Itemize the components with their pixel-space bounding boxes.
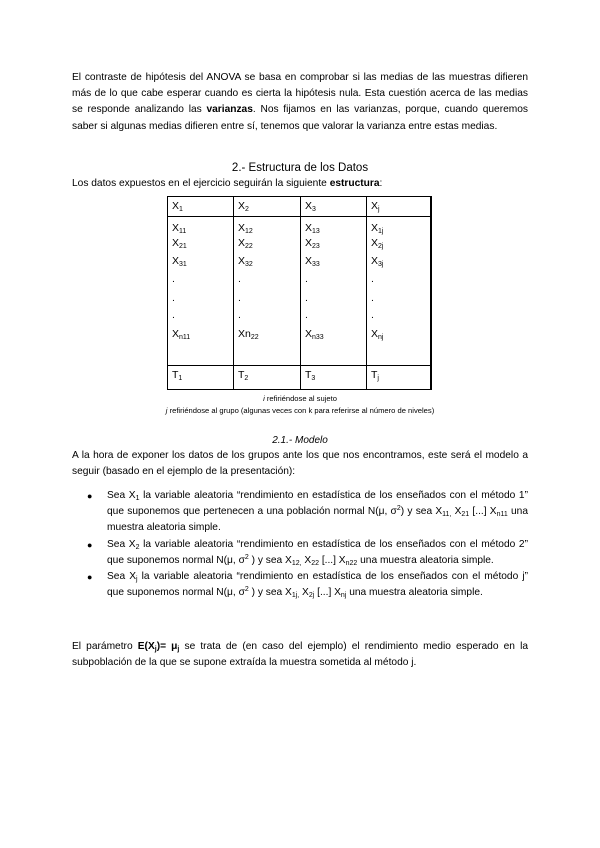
subscript: 22	[311, 559, 319, 567]
cell-subscript: 2j	[378, 243, 384, 250]
note-j-symbol: j	[165, 405, 168, 415]
cell-subscript: 31	[179, 261, 187, 268]
cell-base: X	[238, 237, 246, 249]
subsection-title: 2.1.- Modelo	[272, 435, 328, 446]
bullet-icon: ●	[87, 539, 93, 550]
subscript: 11,	[442, 511, 452, 519]
section-2-lead-text: Los datos expuestos en el ejercicio seguirán la siguiente	[72, 178, 330, 189]
bullet-text: una muestra aleatoria simple.	[107, 506, 528, 534]
table-cell	[305, 222, 320, 234]
table-header-divider	[168, 216, 431, 217]
cell-base: .	[305, 273, 308, 285]
table-cell	[371, 222, 383, 234]
table-total-cell	[371, 369, 379, 381]
superscript: 2	[244, 586, 249, 594]
bullet-list	[72, 488, 528, 601]
cell-base: .	[172, 273, 175, 285]
cell-base: X	[172, 200, 180, 212]
cell-subscript: 32	[245, 261, 253, 268]
cell-base: .	[371, 309, 374, 321]
cell-base: .	[371, 292, 374, 304]
section-2-lead-bold: estructura	[329, 178, 380, 189]
section-2-lead	[72, 176, 528, 192]
table-cell	[371, 237, 383, 249]
cell-subscript: 1	[178, 375, 183, 382]
cell-base: X	[305, 237, 313, 249]
note-j-text: refiriéndose al grupo (algunas veces con k para referirse al número de niveles)	[167, 405, 435, 415]
cell-base: T	[238, 369, 245, 381]
bullet-text: X	[299, 587, 309, 599]
cell-subscript: 11	[179, 228, 187, 235]
table-cell	[172, 222, 186, 234]
table-cell	[238, 222, 253, 234]
cell-subscript: 23	[312, 243, 320, 250]
table-cell	[172, 309, 175, 321]
cell-subscript: 33	[312, 261, 320, 268]
table-cell	[238, 237, 253, 249]
cell-base: T	[371, 369, 378, 381]
bullet-text: Sea X	[107, 490, 136, 501]
intro-text-1: El contraste de hipótesis del ANOVA se basa en comprobar si las medias de las muestras difieren más de lo que cabe esperar cuando es cierta la hipótesis nula. Esta cuestión acerca de las medias se responde analizando las	[72, 72, 528, 116]
subscript: nj	[340, 592, 347, 600]
table-notes	[0, 393, 600, 416]
superscript: 2	[244, 553, 249, 561]
table-header-cell	[172, 200, 183, 212]
bullet-text: X	[451, 506, 462, 518]
cell-subscript: 2	[245, 206, 249, 213]
cell-base: X	[172, 328, 180, 340]
table-cell	[238, 292, 241, 304]
cell-subscript: 2	[244, 375, 249, 382]
cell-base: X	[371, 222, 379, 234]
cell-subscript: 1	[179, 206, 183, 213]
bullet-text: [...] X	[469, 506, 497, 518]
subscript: n22	[345, 559, 358, 567]
table-cell	[305, 237, 320, 249]
cell-base: .	[238, 292, 241, 304]
note-i	[0, 393, 600, 405]
cell-base: X	[371, 328, 379, 340]
intro-bold-varianzas: varianzas	[206, 104, 253, 116]
table-cell	[238, 309, 241, 321]
bullet-text: una muestra aleatoria simple.	[357, 554, 494, 566]
bullet-text: la variable aleatoria “rendimiento en estadística de los enseñados con el método 2” que suponemos normal N(μ, σ	[107, 538, 528, 566]
bullet-text: [...] X	[318, 554, 346, 566]
subscript: j	[154, 646, 157, 653]
cell-base: X	[172, 222, 180, 234]
cell-subscript: 22	[245, 243, 253, 250]
bullet-icon: ●	[87, 491, 93, 501]
table-cell	[305, 328, 324, 340]
table-cell	[172, 237, 187, 249]
param-bold-expectation	[138, 641, 180, 652]
parameter-paragraph	[72, 639, 528, 671]
bullet-text: X	[301, 554, 312, 566]
table-cell	[172, 328, 190, 340]
cell-base: T	[172, 369, 179, 381]
cell-base: Xn	[238, 328, 251, 340]
intro-text-2: . Nos fijamos en las varianzas, porque, cuando queremos saber si algunas medias difieren entre sí, tenemos que valorar la varianza entre estas medias.	[72, 104, 528, 132]
model-lead-paragraph: A la hora de exponer los datos de los grupos ante los que nos encontramos, este será el modelo a seguir (basado en el ejemplo de la presentación):	[72, 450, 528, 478]
cell-base: X	[305, 328, 313, 340]
bullet-text: Sea X	[107, 571, 136, 583]
subscript: 21	[461, 511, 470, 519]
cell-base: X	[305, 200, 313, 212]
cell-base: X	[238, 200, 246, 212]
cell-base: X	[305, 255, 313, 267]
note-i-symbol: i	[263, 394, 265, 403]
subscript: 12,	[291, 559, 302, 567]
param-text: El parámetro	[72, 641, 138, 652]
cell-subscript: j	[378, 206, 380, 213]
cell-base: .	[371, 273, 374, 285]
table-cell	[172, 255, 187, 267]
cell-subscript: 12	[245, 228, 253, 235]
cell-base: .	[172, 292, 175, 304]
cell-base: X	[371, 255, 379, 267]
table-cell	[371, 292, 374, 304]
section-2-title: 2.- Estructura de los Datos	[231, 162, 369, 174]
table-cell	[305, 292, 308, 304]
table-total-cell	[305, 369, 315, 381]
cell-subscript: nj	[378, 334, 384, 341]
cell-base: X	[305, 222, 313, 234]
subscript: 1	[135, 495, 140, 502]
bullet-text: ) y sea X	[248, 587, 292, 599]
cell-base: .	[238, 309, 241, 321]
bullet-text: Sea X	[107, 538, 136, 550]
table-header-cell	[371, 200, 380, 212]
table-cell	[172, 292, 175, 304]
cell-subscript: 3	[312, 206, 316, 213]
cell-base: X	[172, 255, 180, 267]
section-2-lead-colon: :	[379, 178, 383, 189]
list-item	[72, 488, 528, 537]
table-cell	[305, 273, 308, 285]
list-item	[72, 569, 528, 601]
list-item	[72, 537, 528, 569]
note-j	[0, 405, 600, 417]
cell-subscript: 13	[312, 228, 320, 235]
cell-subscript: n11	[179, 334, 191, 341]
subscript: j	[136, 576, 138, 584]
table-total-cell	[238, 369, 248, 381]
table-cell	[305, 255, 320, 267]
param-text: se trata de (en caso del ejemplo) el rendimiento medio esperado en la subpoblación de la que se supone extraída la muestra sometida al método j.	[72, 641, 529, 669]
table-header-cell	[238, 200, 249, 212]
cell-subscript: n33	[312, 334, 324, 341]
bullet-text: ) y sea X	[248, 554, 292, 566]
subscript: 1j,	[291, 592, 300, 600]
bullet-text: la variable aleatoria “rendimiento en estadística de los enseñados con el método j” que suponemos normal N(μ, σ	[107, 571, 528, 599]
cell-subscript: 22	[250, 334, 259, 341]
subscript: j	[177, 646, 180, 653]
cell-subscript: j	[377, 375, 379, 382]
cell-base: .	[238, 273, 241, 285]
bullet-text: la variable aleatoria “rendimiento en estadística de los enseñados con el método 1” que suponemos que pertenecen a una población normal N(μ, σ	[107, 490, 528, 518]
subscript: n11	[496, 511, 508, 519]
subscript: 2	[135, 543, 140, 551]
cell-base: X	[371, 237, 379, 249]
note-i-text: refiriéndose al sujeto	[264, 394, 337, 403]
table-cell	[371, 328, 383, 340]
table-header-cell	[305, 200, 316, 212]
cell-base: .	[305, 309, 308, 321]
bullet-text: [...] X	[314, 587, 341, 599]
table-cell	[371, 255, 383, 267]
table-total-cell	[172, 369, 182, 381]
cell-base: .	[305, 292, 308, 304]
cell-base: X	[371, 200, 379, 212]
cell-base: X	[238, 255, 246, 267]
cell-subscript: 3j	[378, 261, 384, 268]
cell-base: T	[305, 369, 312, 381]
table-cell	[371, 273, 374, 285]
cell-subscript: 3	[311, 375, 316, 382]
bullet-text: una muestra aleatoria simple.	[346, 587, 483, 599]
param-bold-text: E(X	[137, 641, 155, 652]
cell-base: X	[238, 222, 246, 234]
bullet-icon: ●	[87, 572, 93, 583]
subscript: 2j	[308, 592, 315, 600]
table-cell	[305, 309, 308, 321]
table-cell	[238, 255, 253, 267]
table-cell	[172, 273, 175, 285]
superscript: 2	[396, 505, 401, 513]
bullet-text: ) y sea X	[400, 506, 443, 518]
cell-base: .	[172, 309, 175, 321]
cell-subscript: 1j	[378, 228, 384, 235]
table-total-divider	[168, 365, 431, 366]
param-bold-text: )= μ	[156, 641, 178, 652]
table-cell	[238, 328, 259, 340]
intro-paragraph	[72, 70, 528, 135]
cell-base: X	[172, 237, 180, 249]
cell-subscript: 21	[179, 243, 187, 250]
table-cell	[238, 273, 241, 285]
data-structure-table	[167, 196, 432, 390]
table-cell	[371, 309, 374, 321]
